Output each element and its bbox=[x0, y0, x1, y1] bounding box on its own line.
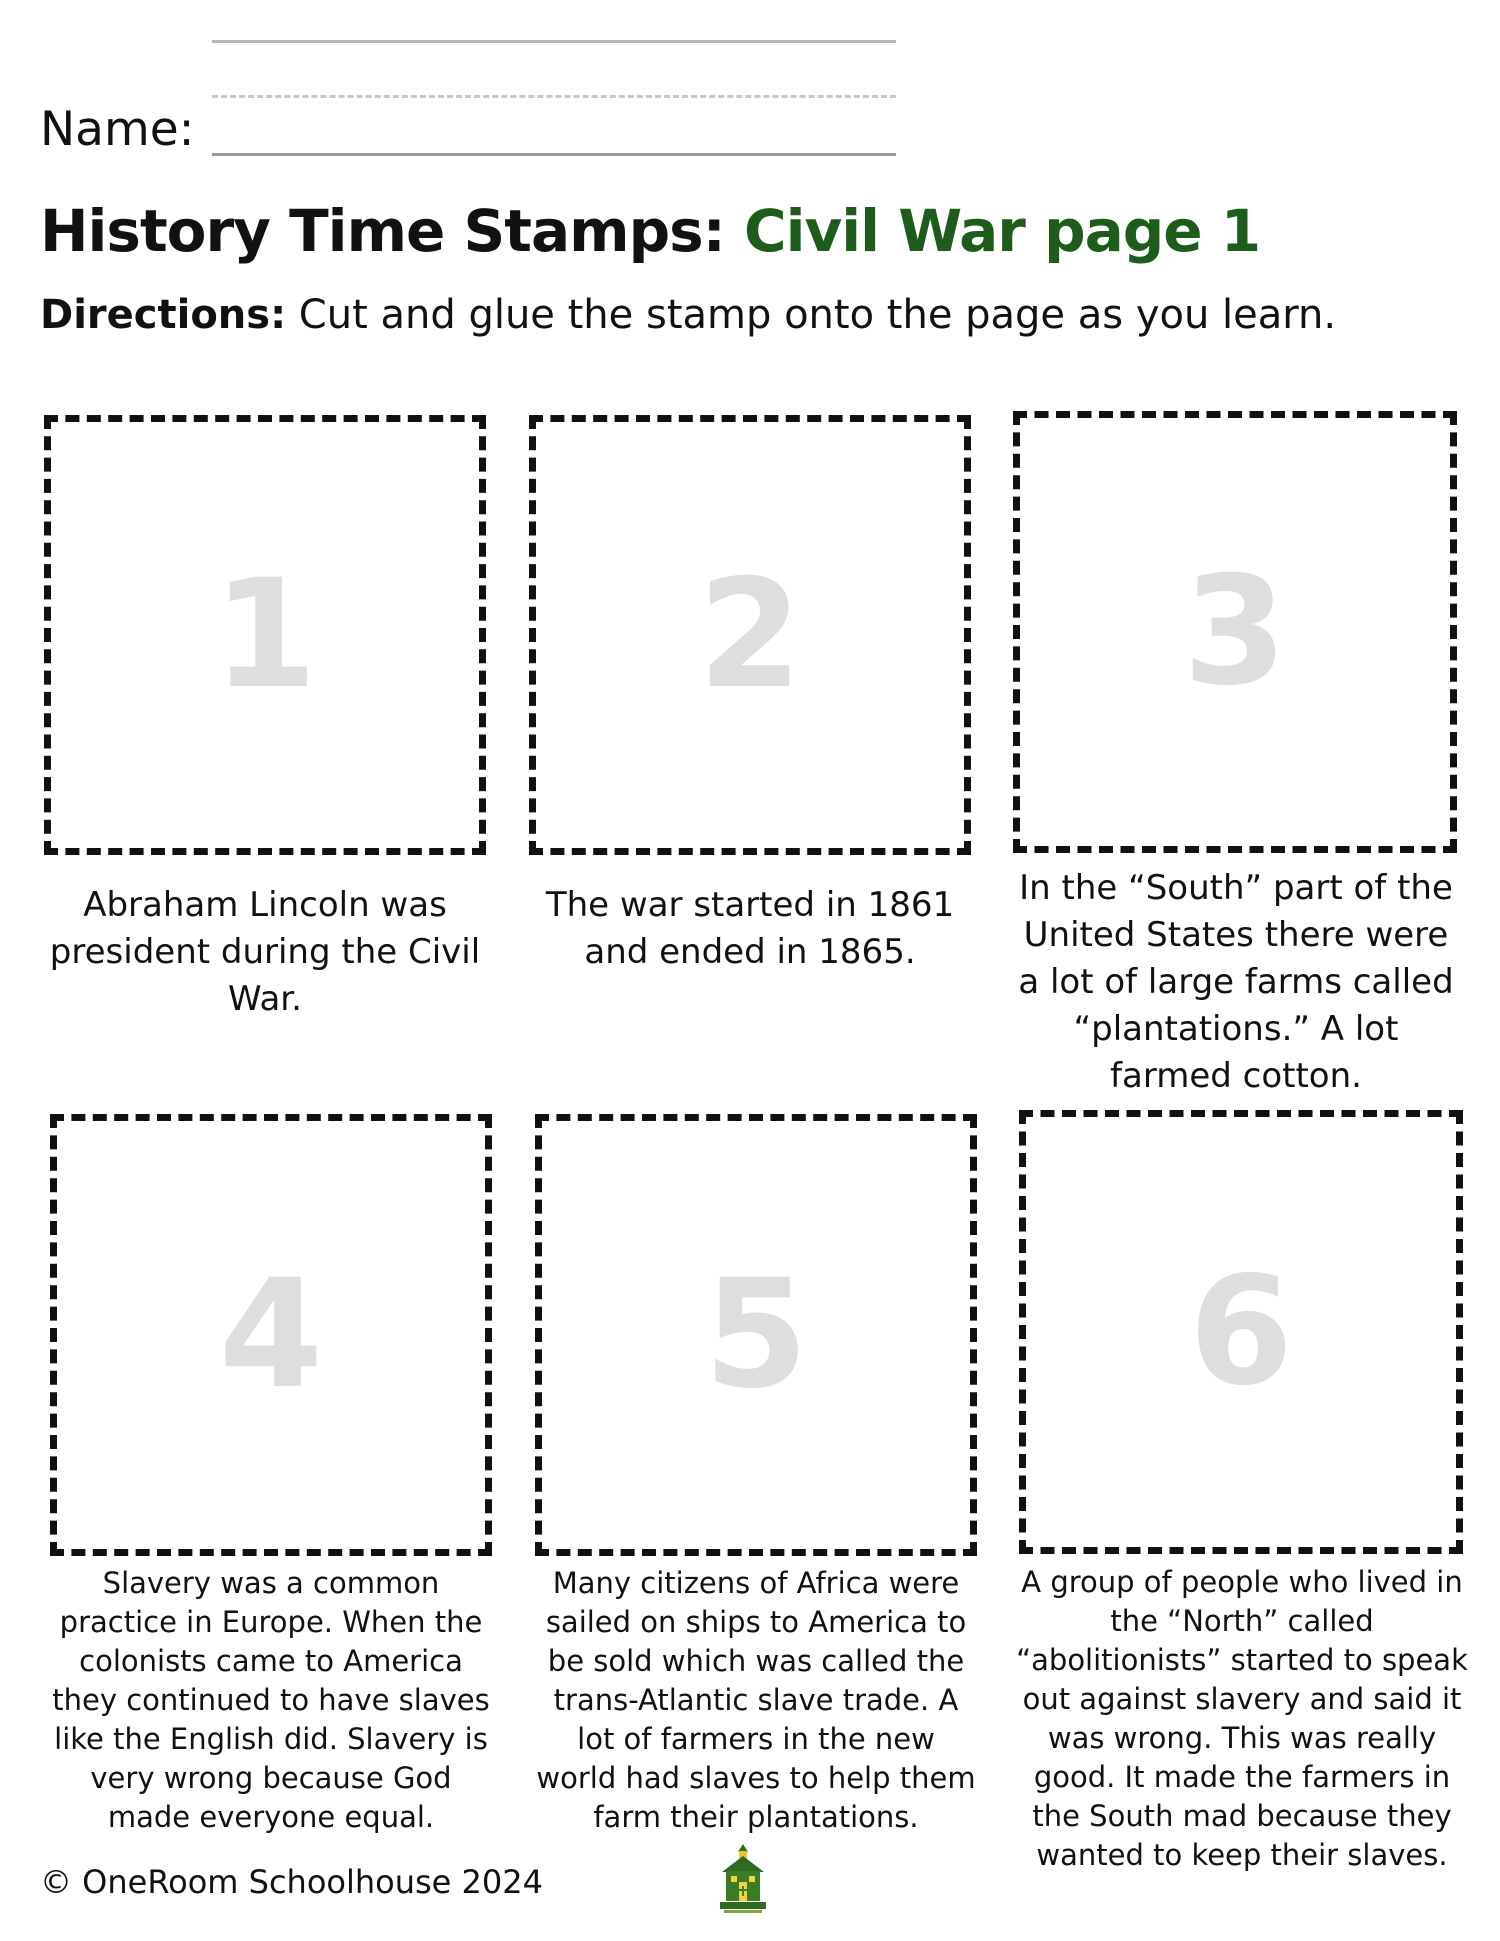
stamp-box-1[interactable] bbox=[44, 415, 486, 855]
stamp-caption-5: Many citizens of Africa were sailed on ships to America to be sold which was called the trans-Atlantic slave trade. A lot of farmers in the new world had slaves to help them farm their plantations. bbox=[536, 1566, 976, 1834]
stamp-box-6[interactable] bbox=[1019, 1110, 1463, 1554]
directions bbox=[40, 287, 1336, 343]
page-title bbox=[40, 195, 1260, 267]
directions-text: Cut and glue the stamp onto the page as you learn. bbox=[286, 292, 1337, 338]
stamp-caption-2: The war started in 1861 and ended in 1865. bbox=[545, 885, 955, 972]
stamp-caption-3: In the “South” part of the United States there were a lot of large farms called “plantations.” A lot farmed cotton. bbox=[1018, 868, 1454, 1096]
copyright-notice: © OneRoom Schoolhouse 2024 bbox=[40, 1863, 543, 1901]
stamp-number: 5 bbox=[703, 1248, 809, 1422]
stamp-caption-6: A group of people who lived in the “North” called “abolitionists” started to speak out against slavery and said it was wrong. This was really good. It made the farmers in the South mad because they wanted to keep their slaves. bbox=[1016, 1565, 1468, 1872]
stamp-number: 2 bbox=[697, 548, 803, 722]
name-writing-line-midline bbox=[212, 95, 896, 98]
directions-label: Directions: bbox=[40, 292, 287, 338]
page-title-main: History Time Stamps: bbox=[40, 197, 725, 265]
schoolhouse-logo-icon bbox=[718, 1842, 768, 1916]
page-title-accent: Civil War page 1 bbox=[744, 197, 1261, 265]
stamp-number: 4 bbox=[218, 1248, 324, 1422]
stamp-box-2[interactable] bbox=[529, 415, 971, 855]
stamp-caption-1: Abraham Lincoln was president during the Civil War. bbox=[49, 885, 481, 1019]
stamp-box-5[interactable] bbox=[535, 1114, 977, 1556]
stamp-number: 3 bbox=[1182, 545, 1288, 719]
stamp-number: 6 bbox=[1188, 1245, 1294, 1419]
stamp-caption-4: Slavery was a common practice in Europe. When the colonists came to America they continued to have slaves like the English did. Slavery is very wrong because God made everyone equal. bbox=[52, 1566, 490, 1834]
stamp-box-4[interactable] bbox=[50, 1114, 492, 1556]
stamp-number: 1 bbox=[212, 548, 318, 722]
name-writing-line-top bbox=[212, 40, 896, 43]
name-label: Name: bbox=[40, 102, 195, 157]
stamp-box-3[interactable] bbox=[1013, 411, 1457, 853]
name-writing-line-base[interactable] bbox=[212, 153, 896, 156]
